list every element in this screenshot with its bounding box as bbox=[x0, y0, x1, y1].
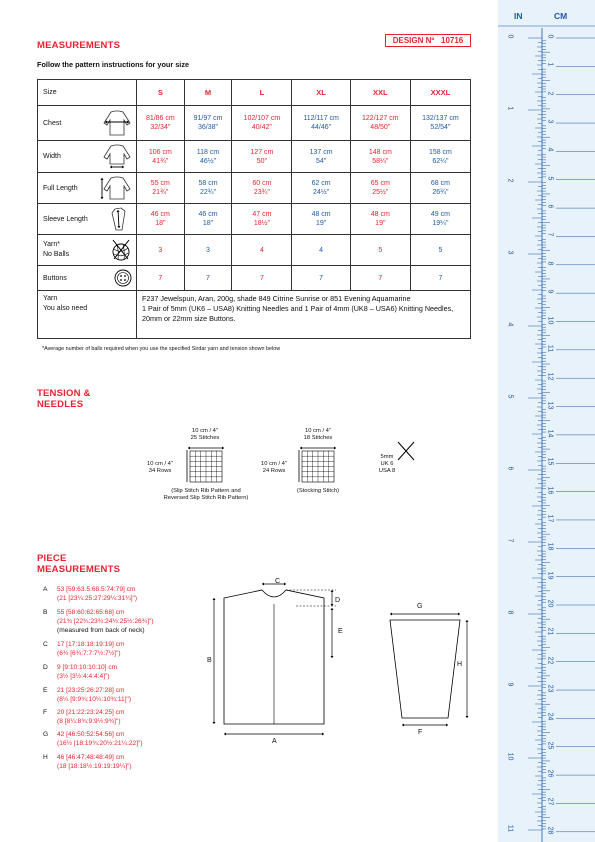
full-length-xxl-cm: 65 cm bbox=[370, 180, 390, 187]
chest-s-cm: 81/86 cm bbox=[145, 115, 175, 122]
width-xxxl-in: 62¼" bbox=[432, 157, 449, 165]
chest-row bbox=[38, 106, 471, 141]
chest-xxxl-cm: 132/137 cm bbox=[422, 115, 459, 122]
piece-c-cm: 17 [17:18:18:19:19] cm bbox=[57, 641, 125, 648]
needs-text: 1 Pair of 5mm (UK6 – USA8) Knitting Needles and 1 Pair of 4mm (UK8 – USA6) Knitting Needles, 20mm or 22mm size Buttons. bbox=[142, 304, 454, 323]
ruler-inch-number: 1 bbox=[506, 106, 514, 111]
ruler-cm-number: 13 bbox=[546, 401, 554, 409]
piece-letter-h: H bbox=[43, 754, 48, 761]
sleeve-length-xxxl-in: 19¼" bbox=[432, 220, 449, 227]
sleeve-length-label: Sleeve Length bbox=[43, 215, 88, 223]
ruler-cm-number: 8 bbox=[546, 261, 554, 266]
width-xl-cm: 137 cm bbox=[309, 148, 333, 156]
ruler-cm-number: 20 bbox=[546, 599, 554, 608]
ruler-inch-number: 8 bbox=[506, 610, 514, 615]
width-xxxl bbox=[410, 141, 470, 173]
ruler-cm-number: 28 bbox=[546, 826, 554, 835]
ruler-cm-number: 9 bbox=[546, 289, 554, 294]
balls-xl: 4 bbox=[292, 235, 350, 266]
sleeve-length-xl-cm: 48 cm bbox=[311, 211, 331, 218]
ruler-cm-number: 11 bbox=[546, 344, 554, 352]
piece-b-note: (measured from back of neck) bbox=[57, 627, 145, 634]
gauge-1-caption-2: Reversed Slip Stitch Rib Pattern) bbox=[163, 495, 249, 501]
sleeve-length-xl bbox=[292, 204, 350, 235]
width-s bbox=[137, 141, 185, 173]
buttons-label-cell bbox=[38, 266, 137, 291]
full-length-m-in: 22¾" bbox=[199, 189, 217, 196]
ruler-inch-number: 6 bbox=[506, 466, 514, 471]
size-row bbox=[38, 80, 471, 106]
piece-b-cm: 55 [58:60:62:65:68] cm bbox=[57, 609, 125, 616]
size-label: Size bbox=[38, 80, 137, 106]
full-length-xxxl-cm: 68 cm bbox=[430, 180, 450, 187]
balls-s: 3 bbox=[137, 235, 185, 266]
yarn-info-cell bbox=[137, 291, 471, 339]
width-xxl-cm: 148 cm bbox=[368, 148, 392, 156]
full-length-label: Full Length bbox=[43, 184, 78, 192]
buttons-row bbox=[38, 266, 471, 291]
tension-heading bbox=[37, 388, 91, 410]
ruler bbox=[498, 0, 595, 842]
chest-xxl-cm: 122/127 cm bbox=[362, 115, 399, 122]
buttons-s: 7 bbox=[137, 266, 185, 291]
yarn-balls-row bbox=[38, 235, 471, 266]
sleeve-length-xl-in: 19" bbox=[315, 220, 327, 227]
full-length-l bbox=[232, 173, 292, 204]
piece-heading-2: MEASUREMENTS bbox=[37, 564, 121, 575]
ruler-cm-number: 0 bbox=[546, 34, 554, 39]
size-xxxl: XXXL bbox=[410, 80, 470, 106]
piece-b-in: (21¾ [22¾:23¾:24½:25½:26¾]") bbox=[57, 618, 154, 625]
footnote: *Average number of balls required when you use the specified Sirdar yarn and tension shown below bbox=[42, 346, 281, 352]
sleeve-length-xxl-cm: 48 cm bbox=[370, 211, 390, 218]
ruler-cm-number: 4 bbox=[546, 147, 554, 152]
chest-xxl-in: 48/50" bbox=[370, 124, 391, 131]
full-length-l-cm: 60 cm bbox=[252, 180, 272, 187]
body-schematic bbox=[204, 578, 354, 748]
chest-xl-in: 44/46" bbox=[311, 124, 332, 131]
tension-heading-2: NEEDLES bbox=[37, 399, 84, 410]
piece-a-in: (21 [23¼:25:27:29¼:31¼]") bbox=[57, 595, 138, 602]
balls-xxxl: 5 bbox=[410, 235, 470, 266]
sleeve-length-xxxl bbox=[410, 204, 470, 235]
width-xxxl-cm: 158 cm bbox=[428, 148, 452, 156]
chest-label-cell bbox=[38, 106, 137, 141]
buttons-m: 7 bbox=[184, 266, 232, 291]
ruler-inch-number: 11 bbox=[506, 824, 514, 833]
gauge-1-top-1: 10 cm / 4" bbox=[192, 428, 218, 434]
width-m-in: 46½" bbox=[199, 157, 217, 165]
chest-xl-cm: 112/117 cm bbox=[303, 115, 339, 122]
sleeve-length-s-cm: 46 cm bbox=[150, 211, 170, 218]
piece-letter-d: D bbox=[43, 664, 48, 671]
ruler-inch-number: 9 bbox=[506, 682, 514, 687]
chest-xxxl-in: 52/54" bbox=[430, 124, 451, 131]
needle-size-usa: USA 8 bbox=[378, 468, 396, 474]
ruler-cm-number: 22 bbox=[546, 656, 554, 665]
sleeve-length-xxxl-cm: 49 cm bbox=[430, 211, 450, 218]
gauge-1-grid bbox=[186, 446, 226, 484]
full-length-s bbox=[137, 173, 185, 204]
ruler-cm-number: 19 bbox=[546, 571, 554, 580]
needle-size-uk: UK 6 bbox=[380, 461, 394, 467]
sweater-length-icon bbox=[99, 176, 133, 201]
yarn-ball-icon bbox=[109, 238, 133, 262]
gauge-1-side-2: 34 Rows bbox=[148, 468, 172, 474]
yarn-info-row bbox=[38, 291, 471, 339]
sleeve-length-label-cell bbox=[38, 204, 137, 235]
ruler-cm-number: 2 bbox=[546, 91, 554, 96]
ruler-inch-number: 7 bbox=[506, 538, 514, 543]
ruler-cm-number: 14 bbox=[546, 429, 554, 438]
sleeve-length-m-in: 18" bbox=[202, 220, 214, 227]
ruler-cm-number: 25 bbox=[546, 741, 554, 750]
width-l-in: 50" bbox=[256, 157, 268, 165]
chest-l-cm: 102/107 cm bbox=[243, 115, 281, 122]
diagram-label-b: B bbox=[207, 657, 212, 664]
piece-h-in: (18 [18:18½:19:19:19¼]") bbox=[57, 763, 132, 770]
full-length-xxl-in: 25½" bbox=[372, 189, 389, 196]
ruler-cm-number: 26 bbox=[546, 769, 554, 778]
you-also-need-label: You also need bbox=[43, 305, 88, 312]
full-length-label-cell bbox=[38, 173, 137, 204]
full-length-xxxl-in: 26¾" bbox=[432, 189, 449, 196]
piece-heading-1: PIECE bbox=[37, 553, 67, 564]
full-length-xl-cm: 62 cm bbox=[311, 180, 331, 187]
piece-f-cm: 20 [21:22:23:24:25] cm bbox=[57, 709, 125, 716]
ruler-inch-number: 5 bbox=[506, 394, 514, 399]
chest-xxl bbox=[350, 106, 410, 141]
measurements-subheading: Follow the pattern instructions for your size bbox=[37, 60, 190, 69]
full-length-row bbox=[38, 173, 471, 204]
ruler-cm-number: 1 bbox=[546, 62, 554, 67]
ruler-cm-number: 10 bbox=[546, 316, 554, 324]
sleeve-length-m-cm: 46 cm bbox=[198, 211, 218, 218]
gauge-2-top-1: 10 cm / 4" bbox=[305, 428, 331, 434]
buttons-xl: 7 bbox=[292, 266, 350, 291]
chest-xl bbox=[292, 106, 350, 141]
sleeve-length-row bbox=[38, 204, 471, 235]
ruler-cm-number: 16 bbox=[546, 486, 554, 494]
piece-letter-e: E bbox=[43, 687, 48, 694]
diagram-label-g: G bbox=[417, 603, 423, 610]
piece-letter-b: B bbox=[43, 609, 48, 616]
piece-heading bbox=[37, 553, 120, 575]
ruler-cm-number: 12 bbox=[546, 372, 554, 381]
ruler-cm-number: 27 bbox=[546, 798, 554, 806]
full-length-xxl bbox=[350, 173, 410, 204]
chest-m bbox=[184, 106, 232, 141]
size-s: S bbox=[137, 80, 185, 106]
no-balls-label: No Balls bbox=[43, 251, 70, 258]
piece-a-cm: 53 [59:63.5:68.5:74:79] cm bbox=[57, 586, 136, 593]
chest-m-cm: 91/97 cm bbox=[193, 115, 223, 122]
width-l-cm: 127 cm bbox=[250, 148, 274, 156]
gauge-1-top bbox=[175, 428, 235, 442]
ruler-inch-number: 10 bbox=[506, 752, 514, 761]
size-l: L bbox=[232, 80, 292, 106]
sleeve-schematic bbox=[385, 608, 475, 738]
ruler-inch-number: 2 bbox=[506, 178, 514, 183]
button-icon bbox=[113, 268, 133, 288]
gauge-1-side-1: 10 cm / 4" bbox=[147, 461, 173, 467]
needle-size-mm: 5mm bbox=[380, 454, 394, 460]
piece-d-in: (3½ [3½:4:4:4:4]") bbox=[57, 673, 110, 680]
piece-letter-a: A bbox=[43, 586, 48, 593]
diagram-label-a: A bbox=[272, 738, 277, 745]
ruler-cm-number: 23 bbox=[546, 684, 554, 693]
diagram-label-f: F bbox=[418, 729, 423, 736]
piece-e-cm: 21 [23:25:26:27:28] cm bbox=[57, 687, 125, 694]
width-m bbox=[184, 141, 232, 173]
width-l bbox=[232, 141, 292, 173]
measurements-table bbox=[37, 79, 471, 339]
diagram-label-c: C bbox=[275, 578, 281, 585]
buttons-xxxl: 7 bbox=[410, 266, 470, 291]
chest-m-in: 36/38" bbox=[198, 124, 219, 131]
gauge-2-top-2: 18 Stitches bbox=[303, 435, 333, 441]
sleeve-length-xxl-in: 19" bbox=[375, 220, 386, 227]
chest-s bbox=[137, 106, 185, 141]
gauge-2-side-2: 24 Rows bbox=[262, 468, 286, 474]
ruler-cm-label: CM bbox=[554, 11, 568, 21]
ruler-inch-number: 3 bbox=[506, 250, 514, 255]
piece-e-in: (8¼ [9:9¾:10¼:10¾:11]") bbox=[57, 696, 132, 703]
full-length-s-in: 21¾" bbox=[152, 189, 169, 196]
ruler-cm-number: 17 bbox=[546, 514, 554, 523]
needle-sizes bbox=[372, 454, 402, 475]
full-length-xl-in: 24½" bbox=[313, 189, 330, 196]
width-s-in: 41¾" bbox=[152, 157, 169, 165]
design-label: DESIGN Nº bbox=[392, 36, 435, 45]
yarn-label: Yarn* bbox=[43, 241, 60, 248]
ruler-cm-number: 7 bbox=[546, 232, 554, 237]
width-label: Width bbox=[43, 153, 61, 160]
gauge-1-caption-1: (Slip Stitch Rib Pattern and bbox=[171, 488, 241, 494]
yarn-balls-label-cell bbox=[38, 235, 137, 266]
piece-letter-g: G bbox=[43, 731, 49, 738]
size-m: M bbox=[184, 80, 232, 106]
full-length-s-cm: 55 cm bbox=[150, 180, 170, 187]
full-length-xxxl bbox=[410, 173, 470, 204]
piece-c-in: (6¾ [6¾:7:7:7½:7½]") bbox=[57, 650, 121, 657]
piece-g-in: (16½ [18:19¾:20½:21¼:22]") bbox=[57, 740, 143, 747]
piece-letter-f: F bbox=[43, 709, 48, 716]
ruler-cm-number: 3 bbox=[546, 119, 554, 124]
piece-g-cm: 42 [46:50:52:54:56] cm bbox=[57, 731, 125, 738]
design-number: 10716 bbox=[441, 36, 464, 45]
sleeve-length-l-cm: 47 cm bbox=[252, 211, 272, 218]
sleeve-length-l bbox=[232, 204, 292, 235]
yarn-row-label: Yarn bbox=[43, 295, 58, 302]
chest-s-in: 32/34" bbox=[150, 124, 171, 131]
ruler-cm-number: 15 bbox=[546, 457, 554, 466]
sleeve-length-s-in: 18" bbox=[155, 220, 166, 227]
buttons-xxl: 7 bbox=[350, 266, 410, 291]
full-length-m bbox=[184, 173, 232, 204]
buttons-l: 7 bbox=[232, 266, 292, 291]
sleeve-length-s bbox=[137, 204, 185, 235]
chest-xxxl bbox=[410, 106, 470, 141]
ruler-inch-number: 0 bbox=[506, 34, 514, 39]
gauge-1-side bbox=[140, 461, 180, 475]
sleeve-length-m bbox=[184, 204, 232, 235]
width-xl bbox=[292, 141, 350, 173]
balls-l: 4 bbox=[232, 235, 292, 266]
chest-label: Chest bbox=[43, 119, 62, 127]
width-xxl-in: 58¼" bbox=[372, 157, 389, 165]
measurements-heading: MEASUREMENTS bbox=[37, 40, 121, 51]
width-xxl bbox=[350, 141, 410, 173]
ruler-cm-number: 24 bbox=[546, 712, 554, 721]
gauge-1-top-2: 25 Stitches bbox=[190, 435, 220, 441]
width-row bbox=[38, 141, 471, 173]
sleeve-length-xxl bbox=[350, 204, 410, 235]
gauge-2-caption: (Stocking Stitch) bbox=[296, 488, 340, 494]
width-label-cell bbox=[38, 141, 137, 173]
diagram-label-h: H bbox=[457, 661, 463, 668]
sweater-width-icon bbox=[101, 144, 133, 170]
gauge-2-grid bbox=[298, 446, 338, 484]
diagram-label-d: D bbox=[335, 597, 341, 604]
gauge-2-side-1: 10 cm / 4" bbox=[261, 461, 287, 467]
piece-h-cm: 46 [46:47:48:48:49] cm bbox=[57, 754, 125, 761]
diagram-label-e: E bbox=[338, 628, 343, 635]
ruler-cm-number: 21 bbox=[546, 627, 554, 636]
yarn-info-label-cell bbox=[38, 291, 137, 339]
width-xl-in: 54" bbox=[315, 157, 327, 165]
full-length-m-cm: 58 cm bbox=[198, 180, 218, 187]
tension-heading-1: TENSION & bbox=[37, 388, 91, 399]
width-s-cm: 106 cm bbox=[148, 148, 172, 156]
balls-m: 3 bbox=[184, 235, 232, 266]
piece-d-cm: 9 [9:10:10:10:10] cm bbox=[57, 664, 118, 671]
sweater-chest-icon bbox=[101, 109, 133, 137]
ruler-cm-number: 5 bbox=[546, 176, 554, 181]
sleeve-length-icon bbox=[107, 207, 133, 232]
chest-l bbox=[232, 106, 292, 141]
full-length-l-in: 23¾" bbox=[253, 189, 270, 196]
full-length-xl bbox=[292, 173, 350, 204]
ruler-cm-number: 18 bbox=[546, 542, 554, 551]
chest-l-in: 40/42" bbox=[251, 124, 272, 131]
buttons-label: Buttons bbox=[43, 274, 67, 282]
design-number-box bbox=[385, 34, 471, 47]
yarn-text: F237 Jewelspun, Aran, 200g, shade 849 Citrine Sunrise or 851 Evening Aquamarine bbox=[142, 294, 411, 303]
ruler-inch-number: 4 bbox=[506, 322, 514, 327]
width-m-cm: 118 cm bbox=[196, 148, 220, 156]
balls-xxl: 5 bbox=[350, 235, 410, 266]
sleeve-length-l-in: 18½" bbox=[253, 220, 270, 227]
size-xl: XL bbox=[292, 80, 350, 106]
ruler-in-label: IN bbox=[514, 11, 523, 21]
piece-letter-c: C bbox=[43, 641, 48, 648]
ruler-cm-number: 6 bbox=[546, 204, 554, 209]
size-xxl: XXL bbox=[350, 80, 410, 106]
piece-f-in: (8 [8¼:8¾:9:9½:9¾]") bbox=[57, 718, 121, 725]
gauge-1-caption bbox=[152, 488, 260, 502]
gauge-2-side bbox=[254, 461, 294, 475]
gauge-2-top bbox=[288, 428, 348, 442]
